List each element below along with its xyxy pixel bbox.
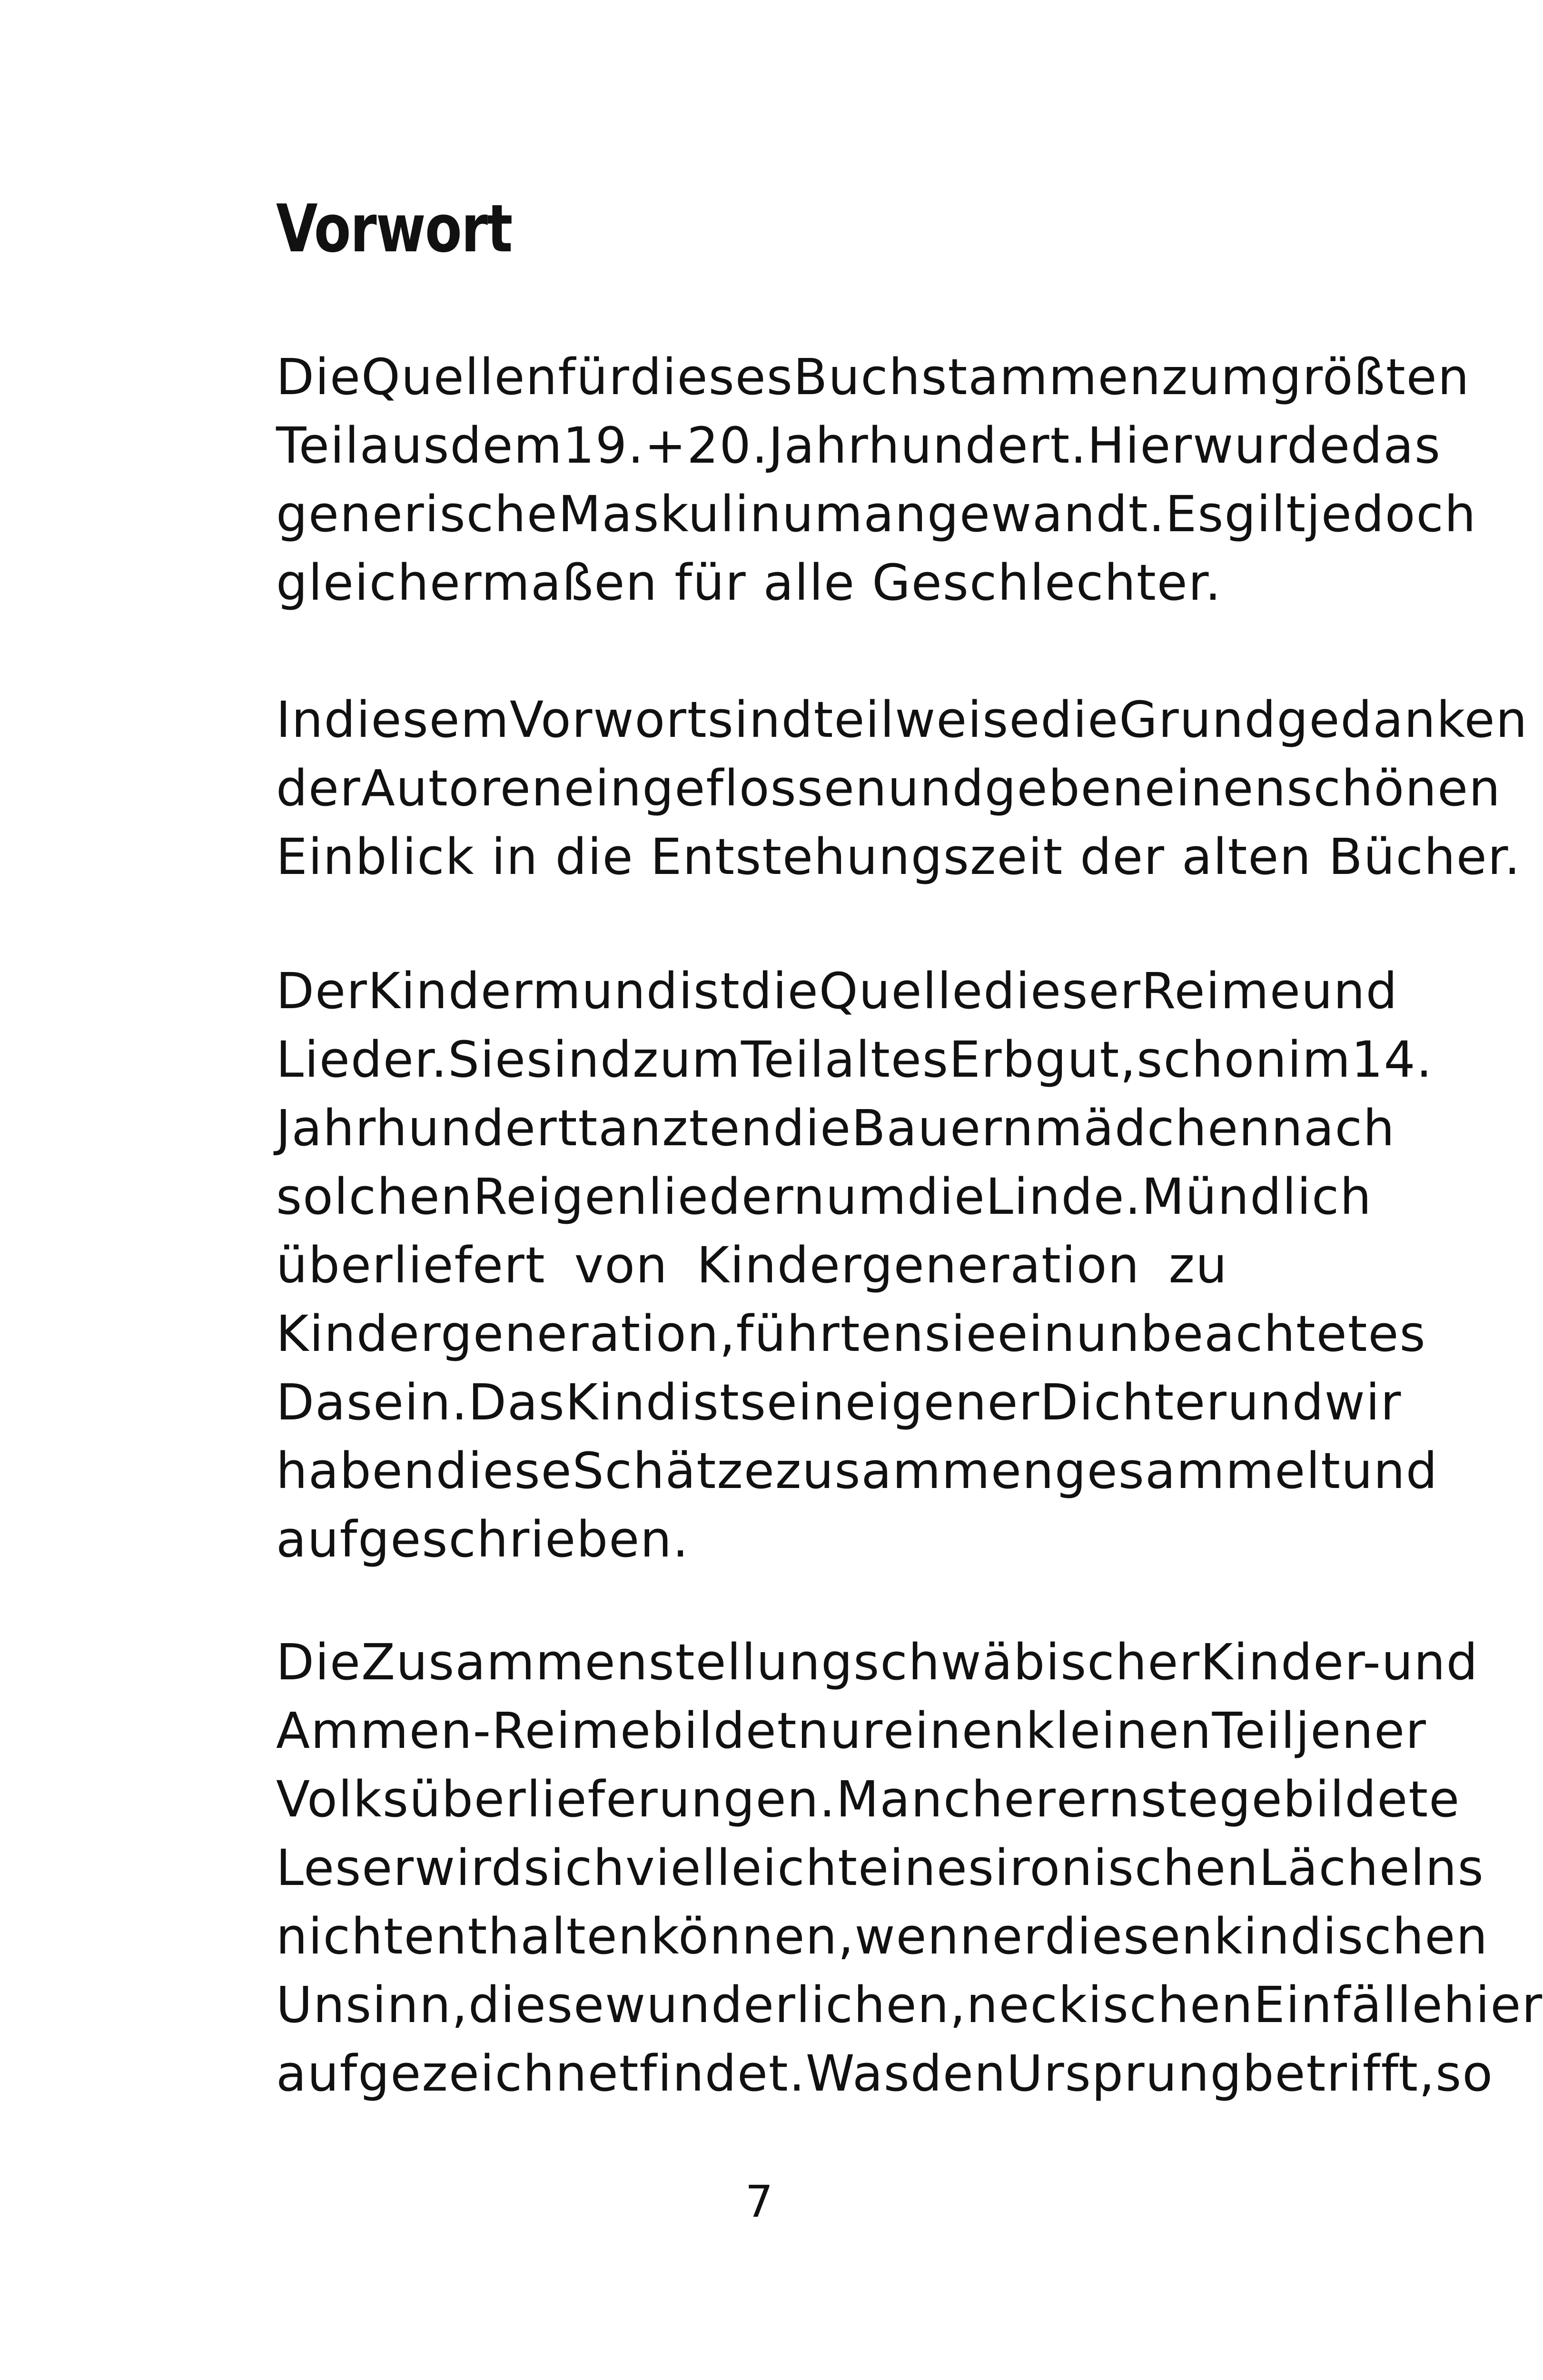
paragraph-2 xyxy=(276,685,1528,891)
text-line: nicht enthalten können, wenn er diesen kindischen xyxy=(276,1907,1489,1965)
text-line: überliefert von Kindergeneration zu xyxy=(276,1236,1228,1294)
text-line: solchen Reigenliedern um die Linde. Mündlich xyxy=(276,1168,1373,1226)
text-line: gleichermaßen für alle Geschlechter. xyxy=(276,554,1222,612)
text-line: aufgeschrieben. xyxy=(276,1510,690,1568)
text-line: Einblick in die Entstehungszeit der alten Bücher. xyxy=(276,828,1521,886)
text-line: Teil aus dem 19. + 20. Jahrhundert. Hier wurde das xyxy=(276,416,1442,475)
text-line: Die Quellen für dieses Buch stammen zum größten xyxy=(276,348,1470,406)
text-line: Jahrhundert tanzten die Bauernmädchen nach xyxy=(276,1099,1395,1157)
text-line: haben diese Schätze zusammengesammelt und xyxy=(276,1442,1438,1500)
paragraph-3 xyxy=(276,957,1438,1574)
text-line: Lieder. Sie sind zum Teil altes Erbgut, schon im 14. xyxy=(276,1031,1433,1089)
text-line: In diesem Vorwort sind teilweise die Grundgedanken xyxy=(276,691,1528,749)
paragraph-4 xyxy=(276,1628,1543,2108)
page-number: 7 xyxy=(745,2176,773,2227)
chapter-heading: Vorwort xyxy=(276,190,512,267)
text-line: Volksüberlieferungen. Mancher ernste gebildete xyxy=(276,1770,1461,1828)
paragraph-1 xyxy=(276,343,1477,617)
text-line: der Autoren eingeflossen und geben einen schönen xyxy=(276,759,1501,817)
text-line: aufgezeichnet findet. Was den Ursprung betrifft, so xyxy=(276,2044,1494,2102)
text-line: Die Zusammenstellung schwäbischer Kinder- und xyxy=(276,1633,1479,1691)
text-line: Unsinn, diese wunderlichen, neckischen Einfälle hier xyxy=(276,1976,1543,2034)
text-line: Ammen-Reime bildet nur einen kleinen Teil jener xyxy=(276,1702,1427,1760)
text-line: Kindergeneration, führten sie ein unbeachtetes xyxy=(276,1305,1426,1363)
text-line: generische Maskulinum angewandt. Es gilt jedoch xyxy=(276,485,1477,543)
text-line: Dasein. Das Kind ist sein eigener Dichter und wir xyxy=(276,1373,1402,1431)
text-line: Der Kindermund ist die Quelle dieser Reime und xyxy=(276,962,1398,1020)
text-line: Leser wird sich vielleicht eines ironischen Lächelns xyxy=(276,1839,1484,1897)
